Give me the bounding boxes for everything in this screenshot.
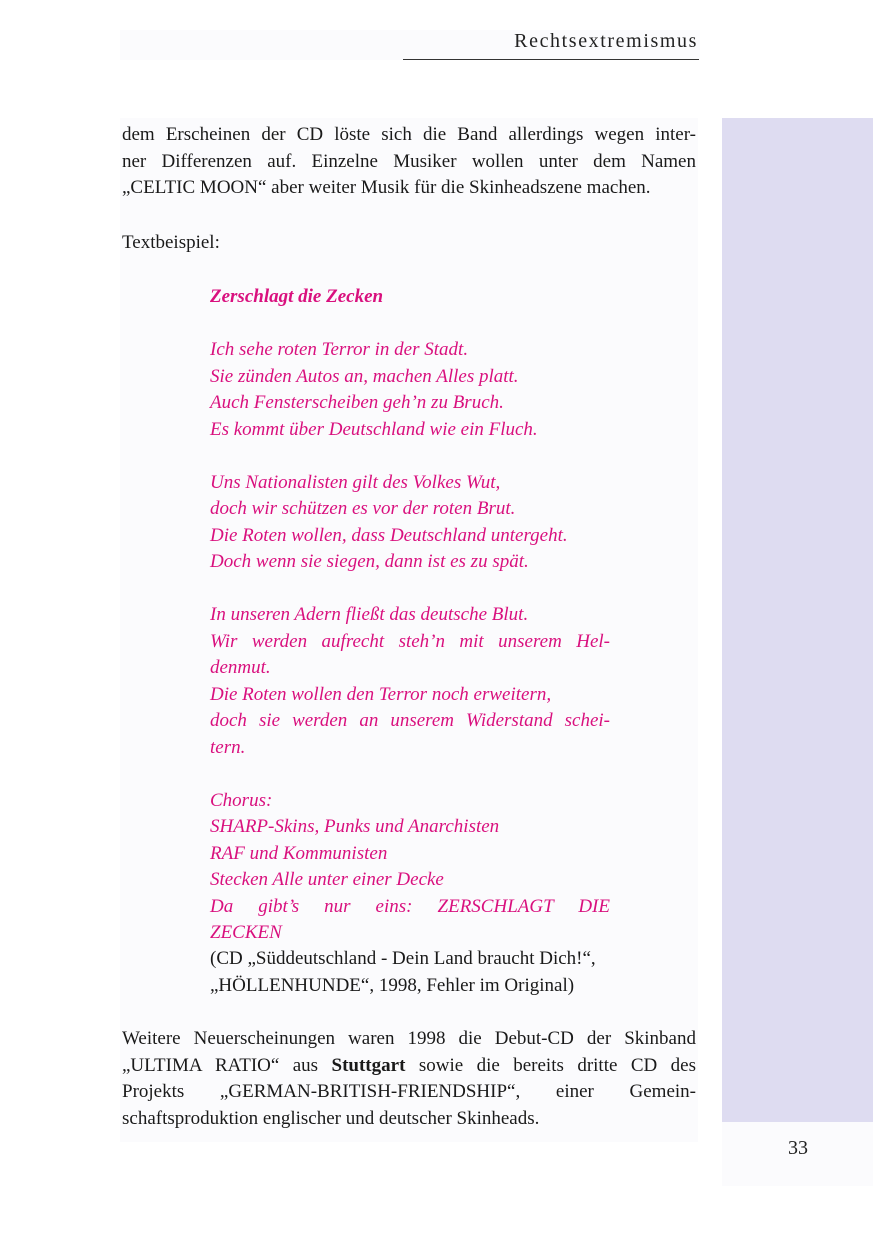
lyric-line: Auch Fensterscheiben geh’n zu Bruch. [210, 392, 504, 413]
side-color-band [722, 118, 873, 1122]
lyric-line: Stecken Alle unter einer Decke [210, 869, 444, 890]
text-run: sowie die bereits dritte CD des [405, 1054, 696, 1076]
paragraph-line: „CELTIC MOON“ aber weiter Musik für die Skinheadszene machen. [122, 177, 651, 198]
lyric-line: Die Roten wollen, dass Deutschland untergeht. [210, 524, 568, 546]
example-label: Textbeispiel: [122, 232, 220, 253]
song-title: Zerschlagt die Zecken [210, 286, 384, 307]
running-head: Rechtsextremismus [514, 30, 698, 52]
lyric-line: Doch wenn sie siegen, dann ist es zu spät. [210, 551, 529, 572]
lyric-line: doch sie werden an unserem Widerstand schei- [210, 710, 610, 731]
lyric-line: In unseren Adern fließt das deutsche Blut. [210, 604, 529, 625]
lyric-line: SHARP-Skins, Punks und Anarchisten [210, 816, 500, 837]
lyric-line: Wir werden aufrecht steh’n mit unserem Hel- [210, 630, 610, 652]
lyric-line: tern. [210, 736, 246, 758]
lyric-line: denmut. [210, 657, 271, 678]
city-name-bold: Stuttgart [331, 1054, 406, 1076]
paragraph-line: ner Differenzen auf. Einzelne Musiker wollen unter dem Namen [122, 150, 696, 172]
lyric-line: Sie zünden Autos an, machen Alles platt. [210, 365, 519, 387]
lyric-line: Ich sehe roten Terror in der Stadt. [210, 339, 469, 360]
paragraph-line: Projekts „GERMAN-BRITISH-FRIENDSHIP“, einer Gemein- [122, 1081, 696, 1102]
stanza-2 [210, 470, 610, 576]
header-rule [403, 59, 699, 60]
lyric-line: doch wir schützen es vor der roten Brut. [210, 498, 516, 519]
paragraph-line: schaftsproduktion englischer und deutscher Skinheads. [122, 1107, 540, 1129]
lyric-line: Da gibt’s nur eins: ZERSCHLAGT DIE [210, 895, 610, 917]
text-run: „ULTIMA RATIO“ aus [122, 1054, 332, 1076]
lyric-line: RAF und Kommunisten [210, 842, 388, 864]
citation-line: (CD „Süddeutschland - Dein Land braucht Dich!“, [210, 948, 596, 969]
chorus-label: Chorus: [210, 789, 273, 811]
lyric-line: Die Roten wollen den Terror noch erweitern, [210, 683, 552, 705]
lyric-line: Es kommt über Deutschland wie ein Fluch. [210, 418, 538, 440]
song-lyrics [210, 284, 610, 947]
paragraph-line [122, 1053, 696, 1080]
lyric-line: Uns Nationalisten gilt des Volkes Wut, [210, 471, 501, 493]
paragraph-new-releases [122, 1026, 696, 1132]
page-number: 33 [788, 1137, 808, 1159]
citation-line: „HÖLLENHUNDE“, 1998, Fehler im Original) [210, 974, 575, 996]
page-content [120, 118, 698, 1142]
stanza-1 [210, 337, 610, 443]
chorus [210, 788, 610, 947]
paragraph-line: dem Erscheinen der CD löste sich die Band allerdings wegen inter- [122, 124, 696, 145]
stanza-3 [210, 602, 610, 761]
source-citation [210, 946, 640, 999]
lyric-line: ZECKEN [210, 922, 282, 943]
paragraph-intro [122, 122, 696, 202]
paragraph-line: Weitere Neuerscheinungen waren 1998 die Debut-CD der Skinband [122, 1028, 696, 1049]
